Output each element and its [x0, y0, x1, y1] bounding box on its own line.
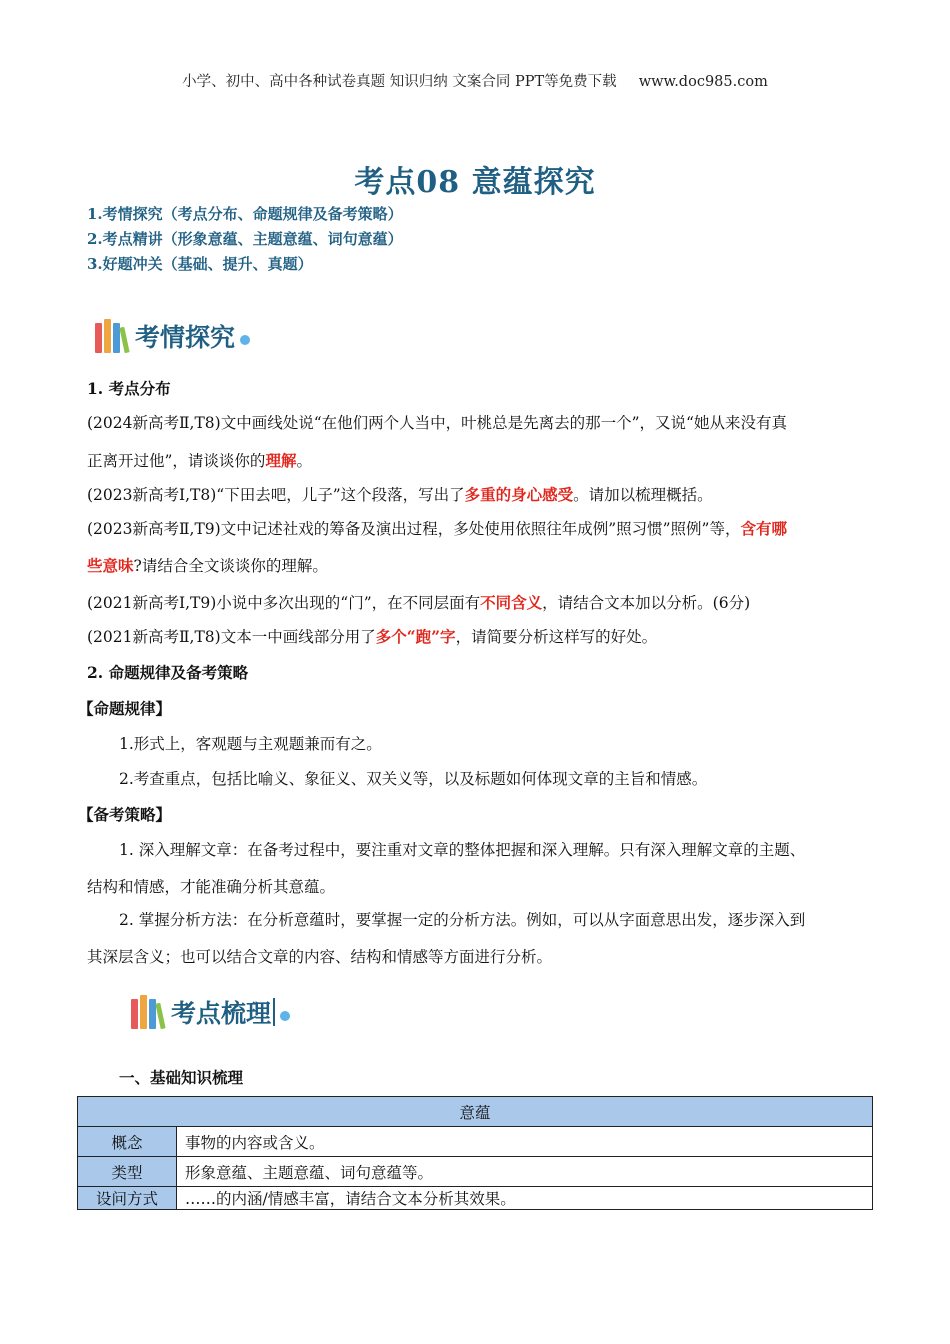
strategy-1-line-1: 1. 深入理解文章：在备考过程中，要注重对文章的整体把握和深入理解。只有深入理解文章的主题、 — [119, 841, 806, 859]
table-row — [78, 1157, 873, 1187]
table-value-cell: ……的内涵/情感丰富，请结合文本分析其效果。 — [177, 1187, 873, 1210]
section-heading-basics: 一、基础知识梳理 — [119, 1068, 244, 1087]
header-url[interactable]: www.doc985.com — [638, 74, 768, 90]
question-text: (2023新高考Ⅱ,T9)文中记述社戏的筹备及演出过程，多处使用依照往年成例”照习惯”照例”等， — [87, 520, 741, 538]
dot-icon — [240, 335, 250, 345]
question-1-line-1 — [87, 411, 867, 433]
question-text: ?请结合全文谈谈你的理解。 — [133, 557, 328, 575]
rule-item-1: 1.形式上，客观题与主观题兼而有之。 — [119, 735, 382, 753]
question-3-line-1 — [87, 517, 867, 539]
strategy-2-line-1: 2. 掌握分析方法：在分析意蕴时，要掌握一定的分析方法。例如，可以从字面意思出发，逐步深入到 — [119, 911, 806, 929]
highlight-text: 不同含义 — [480, 593, 543, 612]
strategy-heading: 【备考策略】 — [78, 805, 172, 824]
question-text: ，请简要分析这样写的好处。 — [455, 628, 658, 646]
table-label-cell: 概念 — [78, 1127, 177, 1157]
table-label-cell: 类型 — [78, 1157, 177, 1187]
toc-item-1: 1.考情探究（考点分布、命题规律及备考策略） — [87, 205, 403, 223]
section-heading-rules: 2. 命题规律及备考策略 — [87, 663, 249, 682]
section-banner-review — [131, 994, 290, 1030]
rule-heading: 【命题规律】 — [78, 699, 172, 718]
question-text: 。 — [296, 452, 312, 470]
highlight-text: 含有哪 — [740, 519, 787, 538]
highlight-text: 理解 — [265, 451, 297, 470]
table-header-row — [78, 1097, 873, 1127]
question-text: (2021新高考Ⅱ,T8)文本一中画线部分用了 — [87, 628, 376, 646]
toc-item-2: 2.考点精讲（形象意蕴、主题意蕴、词句意蕴） — [87, 230, 403, 248]
question-5 — [87, 625, 867, 647]
banner-title: 考情探究 — [135, 323, 236, 352]
books-icon — [95, 319, 129, 353]
question-text: ，请结合文本加以分析。(6分) — [542, 594, 751, 612]
cursor-bar — [273, 998, 275, 1026]
table-value-cell: 事物的内容或含义。 — [177, 1127, 873, 1157]
question-text: 正离开过他”，请谈谈你的 — [87, 452, 266, 470]
question-4 — [87, 591, 867, 613]
rule-item-2: 2.考查重点，包括比喻义、象征义、双关义等，以及标题如何体现文章的主旨和情感。 — [119, 770, 708, 788]
question-3-line-2 — [87, 554, 867, 576]
question-1-line-2 — [87, 449, 867, 471]
table-row — [78, 1127, 873, 1157]
strategy-1-line-2: 结构和情感，才能准确分析其意蕴。 — [87, 878, 336, 896]
banner-title: 考点梳理 — [171, 999, 272, 1028]
question-text: (2023新高考I,T8)“下田去吧，儿子”这个段落，写出了 — [87, 486, 465, 504]
table-header-cell: 意蕴 — [78, 1097, 873, 1127]
highlight-text: 些意味 — [87, 556, 134, 575]
strategy-2-line-2: 其深层含义；也可以结合文章的内容、结构和情感等方面进行分析。 — [87, 948, 553, 966]
question-text: 。请加以梳理概括。 — [573, 486, 713, 504]
question-2 — [87, 483, 867, 505]
table-row — [78, 1187, 873, 1210]
highlight-text: 多个“跑”字 — [375, 627, 456, 646]
table-value-cell: 形象意蕴、主题意蕴、词句意蕴等。 — [177, 1157, 873, 1187]
question-text: (2024新高考Ⅱ,T8)文中画线处说“在他们两个人当中，叶桃总是先离去的那一个”，又说“她从来没有真 — [87, 414, 787, 432]
section-banner-situation — [95, 318, 250, 354]
page-title: 考点08 意蕴探究 — [354, 165, 596, 200]
knowledge-table — [77, 1096, 873, 1210]
question-text: (2021新高考I,T9)小说中多次出现的“门”，在不同层面有 — [87, 594, 481, 612]
page-header — [0, 70, 950, 91]
highlight-text: 多重的身心感受 — [464, 485, 574, 504]
toc-item-3: 3.好题冲关（基础、提升、真题） — [87, 255, 313, 273]
dot-icon — [280, 1011, 290, 1021]
table-label-cell: 设问方式 — [78, 1187, 177, 1210]
header-text: 小学、初中、高中各种试卷真题 知识归纳 文案合同 PPT等免费下载 — [182, 74, 617, 90]
books-icon — [131, 995, 165, 1029]
section-heading-distribution: 1. 考点分布 — [87, 379, 171, 398]
